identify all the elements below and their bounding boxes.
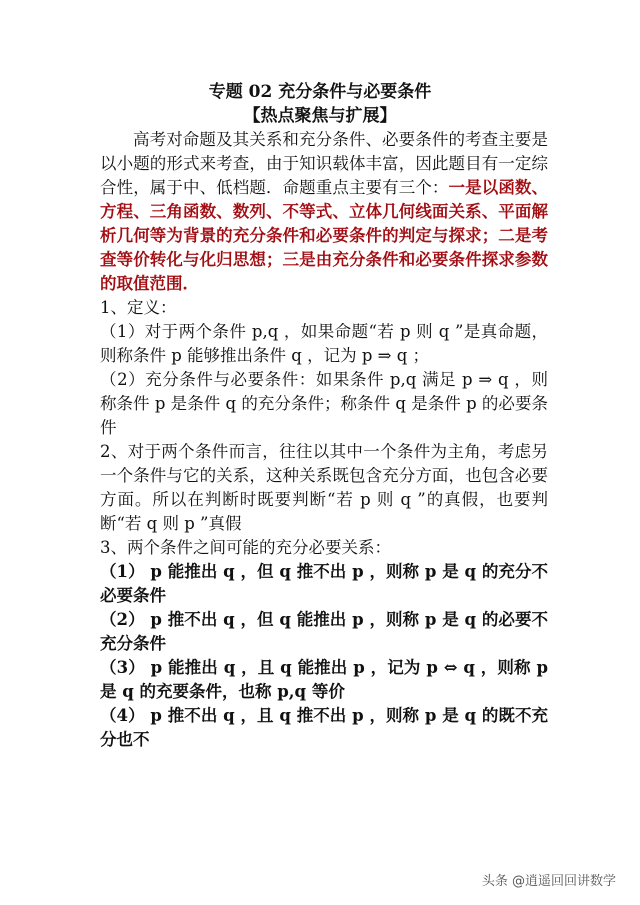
- section-1-definition-2: （2）充分条件与必要条件：如果条件 p,q 满足 p ⇒ q ，则称条件 p 是条件 q 的充分条件；称条件 q 是条件 p 的必要条件: [100, 370, 548, 437]
- section-1-definition-1: （1）对于两个条件 p,q ，如果命题“若 p 则 q ”是真命题，则称条件 p 能够推出条件 q ，记为 p ⇒ q ；: [100, 322, 548, 365]
- intro-plain-text: 高考对命题及其关系和充分条件、必要条件的考查主要是以小题的形式来考查，由于知识载体丰富，因此题目有一定综合性，属于中、低档题．命题重点主要有三个：: [100, 130, 548, 197]
- section-1-heading: 1、定义：: [100, 298, 177, 317]
- intro-highlight-text: 一是以函数、方程、三角函数、数列、不等式、立体几何线面关系、平面解析几何等为背景的充分条件和必要条件的判定与探求；二是考查等价转化与化归思想；三是由充分条件和必要条件探求参数的取值范围．: [100, 178, 549, 293]
- relation-item-2: （2） p 推不出 q ，但 q 能推出 p ，则称 p 是 q 的必要不充分条件: [100, 610, 548, 653]
- relation-item-3: （3） p 能推出 q ，且 q 能推出 p ，记为 p ⇔ q ，则称 p 是 q 的充要条件，也称 p,q 等价: [100, 658, 548, 701]
- watermark: 头条 @逍遥回回讲数学: [481, 874, 616, 889]
- document-subtitle: 【热点聚焦与扩展】: [243, 106, 397, 126]
- section-2-paragraph: 2、对于两个条件而言，往往以其中一个条件为主角，考虑另一个条件与它的关系，这种关系既包含充分方面，也包含必要方面。所以在判断时既要判断“若 p 则 q ”的真假，也要判断“若 q 则 p ”真假: [100, 442, 548, 533]
- relation-item-1: （1） p 能推出 q ，但 q 推不出 p ，则称 p 是 q 的充分不必要条件: [100, 562, 548, 605]
- relation-item-4: （4） p 推不出 q ，且 q 推不出 p ，则称 p 是 q 的既不充分也不: [100, 706, 548, 749]
- intro-paragraph: [100, 128, 548, 296]
- document-body: [100, 128, 548, 752]
- section-3-heading: 3、两个条件之间可能的充分必要关系：: [100, 538, 391, 557]
- document-title: 专题 02 充分条件与必要条件: [208, 82, 432, 102]
